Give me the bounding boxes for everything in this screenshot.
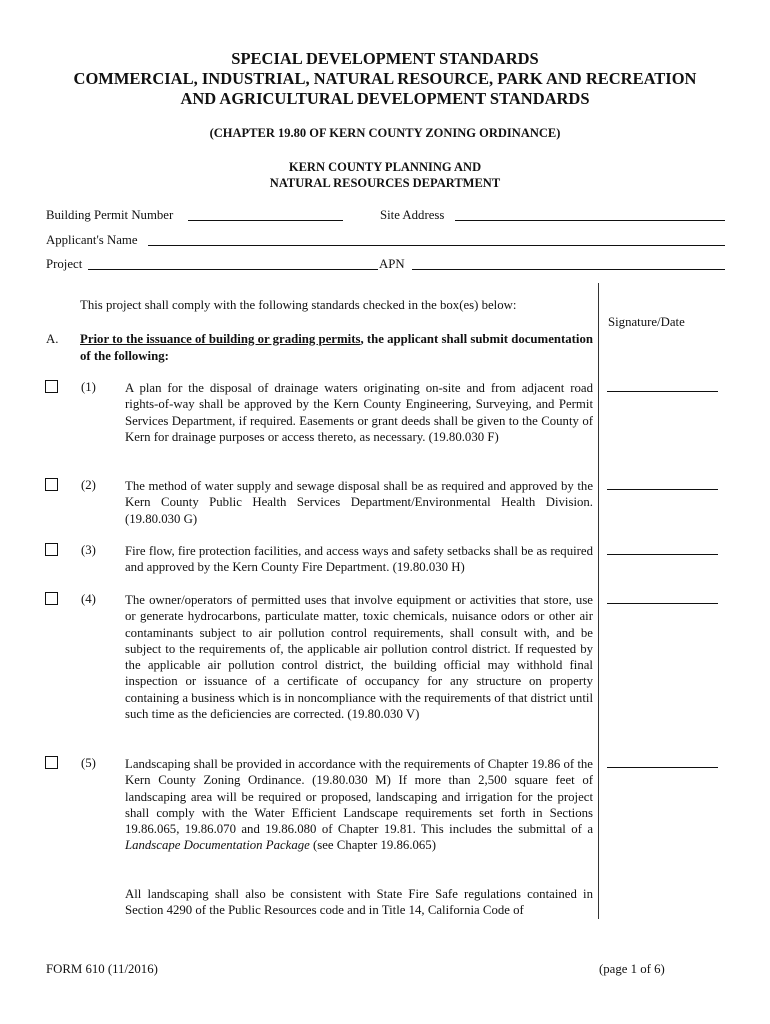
title-line-2: COMMERCIAL, INDUSTRIAL, NATURAL RESOURCE, PARK AND RECREATION [73,69,697,88]
building-permit-field[interactable] [188,220,343,221]
form-number: FORM 610 (11/2016) [46,962,158,976]
item-1-checkbox[interactable] [45,380,58,393]
item-2-text: The method of water supply and sewage disposal shall be as required and approved by the Kern County Public Health Services Department/Environmental Health Division. (19.80.030 G) [125,479,593,526]
item-2-number: (2) [81,478,96,492]
section-heading-underlined: Prior to the issuance of building or grading permits [80,332,361,346]
item-5-text [125,756,593,854]
item-2-signature-line[interactable] [607,489,718,490]
item-1-text: A plan for the disposal of drainage waters originating on-site and from adjacent road rights-of-way shall be approved by the Kern County Engineering, Surveying, and Permit Services Department, if required. Easements or grant deeds shall be given to the County of Kern for drainage purposes or access thereto, as necessary. (19.80.030 F) [125,381,593,444]
project-label: Project [46,257,83,271]
chapter-reference: (CHAPTER 19.80 OF KERN COUNTY ZONING ORDINANCE) [209,126,561,140]
item-1-signature-line[interactable] [607,391,718,392]
item-5-continued-text: All landscaping shall also be consistent with State Fire Safe regulations contained in Section 4290 of the Public Resources code and in Title 14, California Code of [125,887,593,918]
item-4-signature-line[interactable] [607,603,718,604]
section-letter: A. [46,332,59,346]
item-3-text: Fire flow, fire protection facilities, and access ways and safety setbacks shall be as required and approved by the Kern County Fire Department. (19.80.030 H) [125,544,593,575]
title-line-1: SPECIAL DEVELOPMENT STANDARDS [231,49,539,68]
title-line-3: AND AGRICULTURAL DEVELOPMENT STANDARDS [180,89,590,108]
item-1-number: (1) [81,380,96,394]
item-3-number: (3) [81,543,96,557]
signature-column-divider [598,283,599,919]
item-5-checkbox[interactable] [45,756,58,769]
item-3-checkbox[interactable] [45,543,58,556]
intro-text: This project shall comply with the following standards checked in the box(es) below: [80,298,517,312]
item-5-text-main: Landscaping shall be provided in accordance with the requirements of Chapter 19.86 of the Kern County Zoning Ordinance. (19.80.030 M) If more than 2,500 square feet of landscaping area will be required or proposed, landscaping and irrigation for the project shall comply with the Water Efficient Landscape requirements set forth in Sections 19.86.065, 19.86.070 and 19.86.080 of Chapter 19.81. This includes the submittal of a [125,757,593,837]
applicant-name-field[interactable] [148,245,725,246]
department-line-2: NATURAL RESOURCES DEPARTMENT [269,176,501,190]
site-address-field[interactable] [455,220,725,221]
item-4-number: (4) [81,592,96,606]
item-2-checkbox[interactable] [45,478,58,491]
signature-date-header: Signature/Date [608,315,685,329]
page-number: (page 1 of 6) [599,962,665,976]
item-4-checkbox[interactable] [45,592,58,605]
item-5-text-tail: (see Chapter 19.86.065) [309,838,436,853]
apn-field[interactable] [412,269,725,270]
section-heading [80,331,593,365]
item-4-text: The owner/operators of permitted uses that involve equipment or activities that store, use or generate hydrocarbons, particulate matter, toxic chemicals, nuisance odors or other air contaminants subject to air pollution control requirements, shall consult with, and be subject to the requirements of, the applicable air pollution control district. If requested by the applicable air pollution control district, the building official may withhold final inspection or issuance of a certificate of occupancy for any structure on property containing a business which is in noncompliance with the requirements of that district until such time as the deficiencies are corrected. (19.80.030 V) [125,593,593,722]
project-field[interactable] [88,269,378,270]
item-5-signature-line[interactable] [607,767,718,768]
apn-label: APN [379,257,405,271]
item-5-text-italic: Landscape Documentation Package [125,838,310,853]
item-3-signature-line[interactable] [607,554,718,555]
department-line-1: KERN COUNTY PLANNING AND [288,160,482,174]
building-permit-label: Building Permit Number [46,208,174,222]
item-5-number: (5) [81,756,96,770]
section-heading-rest: , the applicant shall submit documentation of the following: [80,332,593,363]
site-address-label: Site Address [380,208,445,222]
applicant-name-label: Applicant's Name [46,233,138,247]
